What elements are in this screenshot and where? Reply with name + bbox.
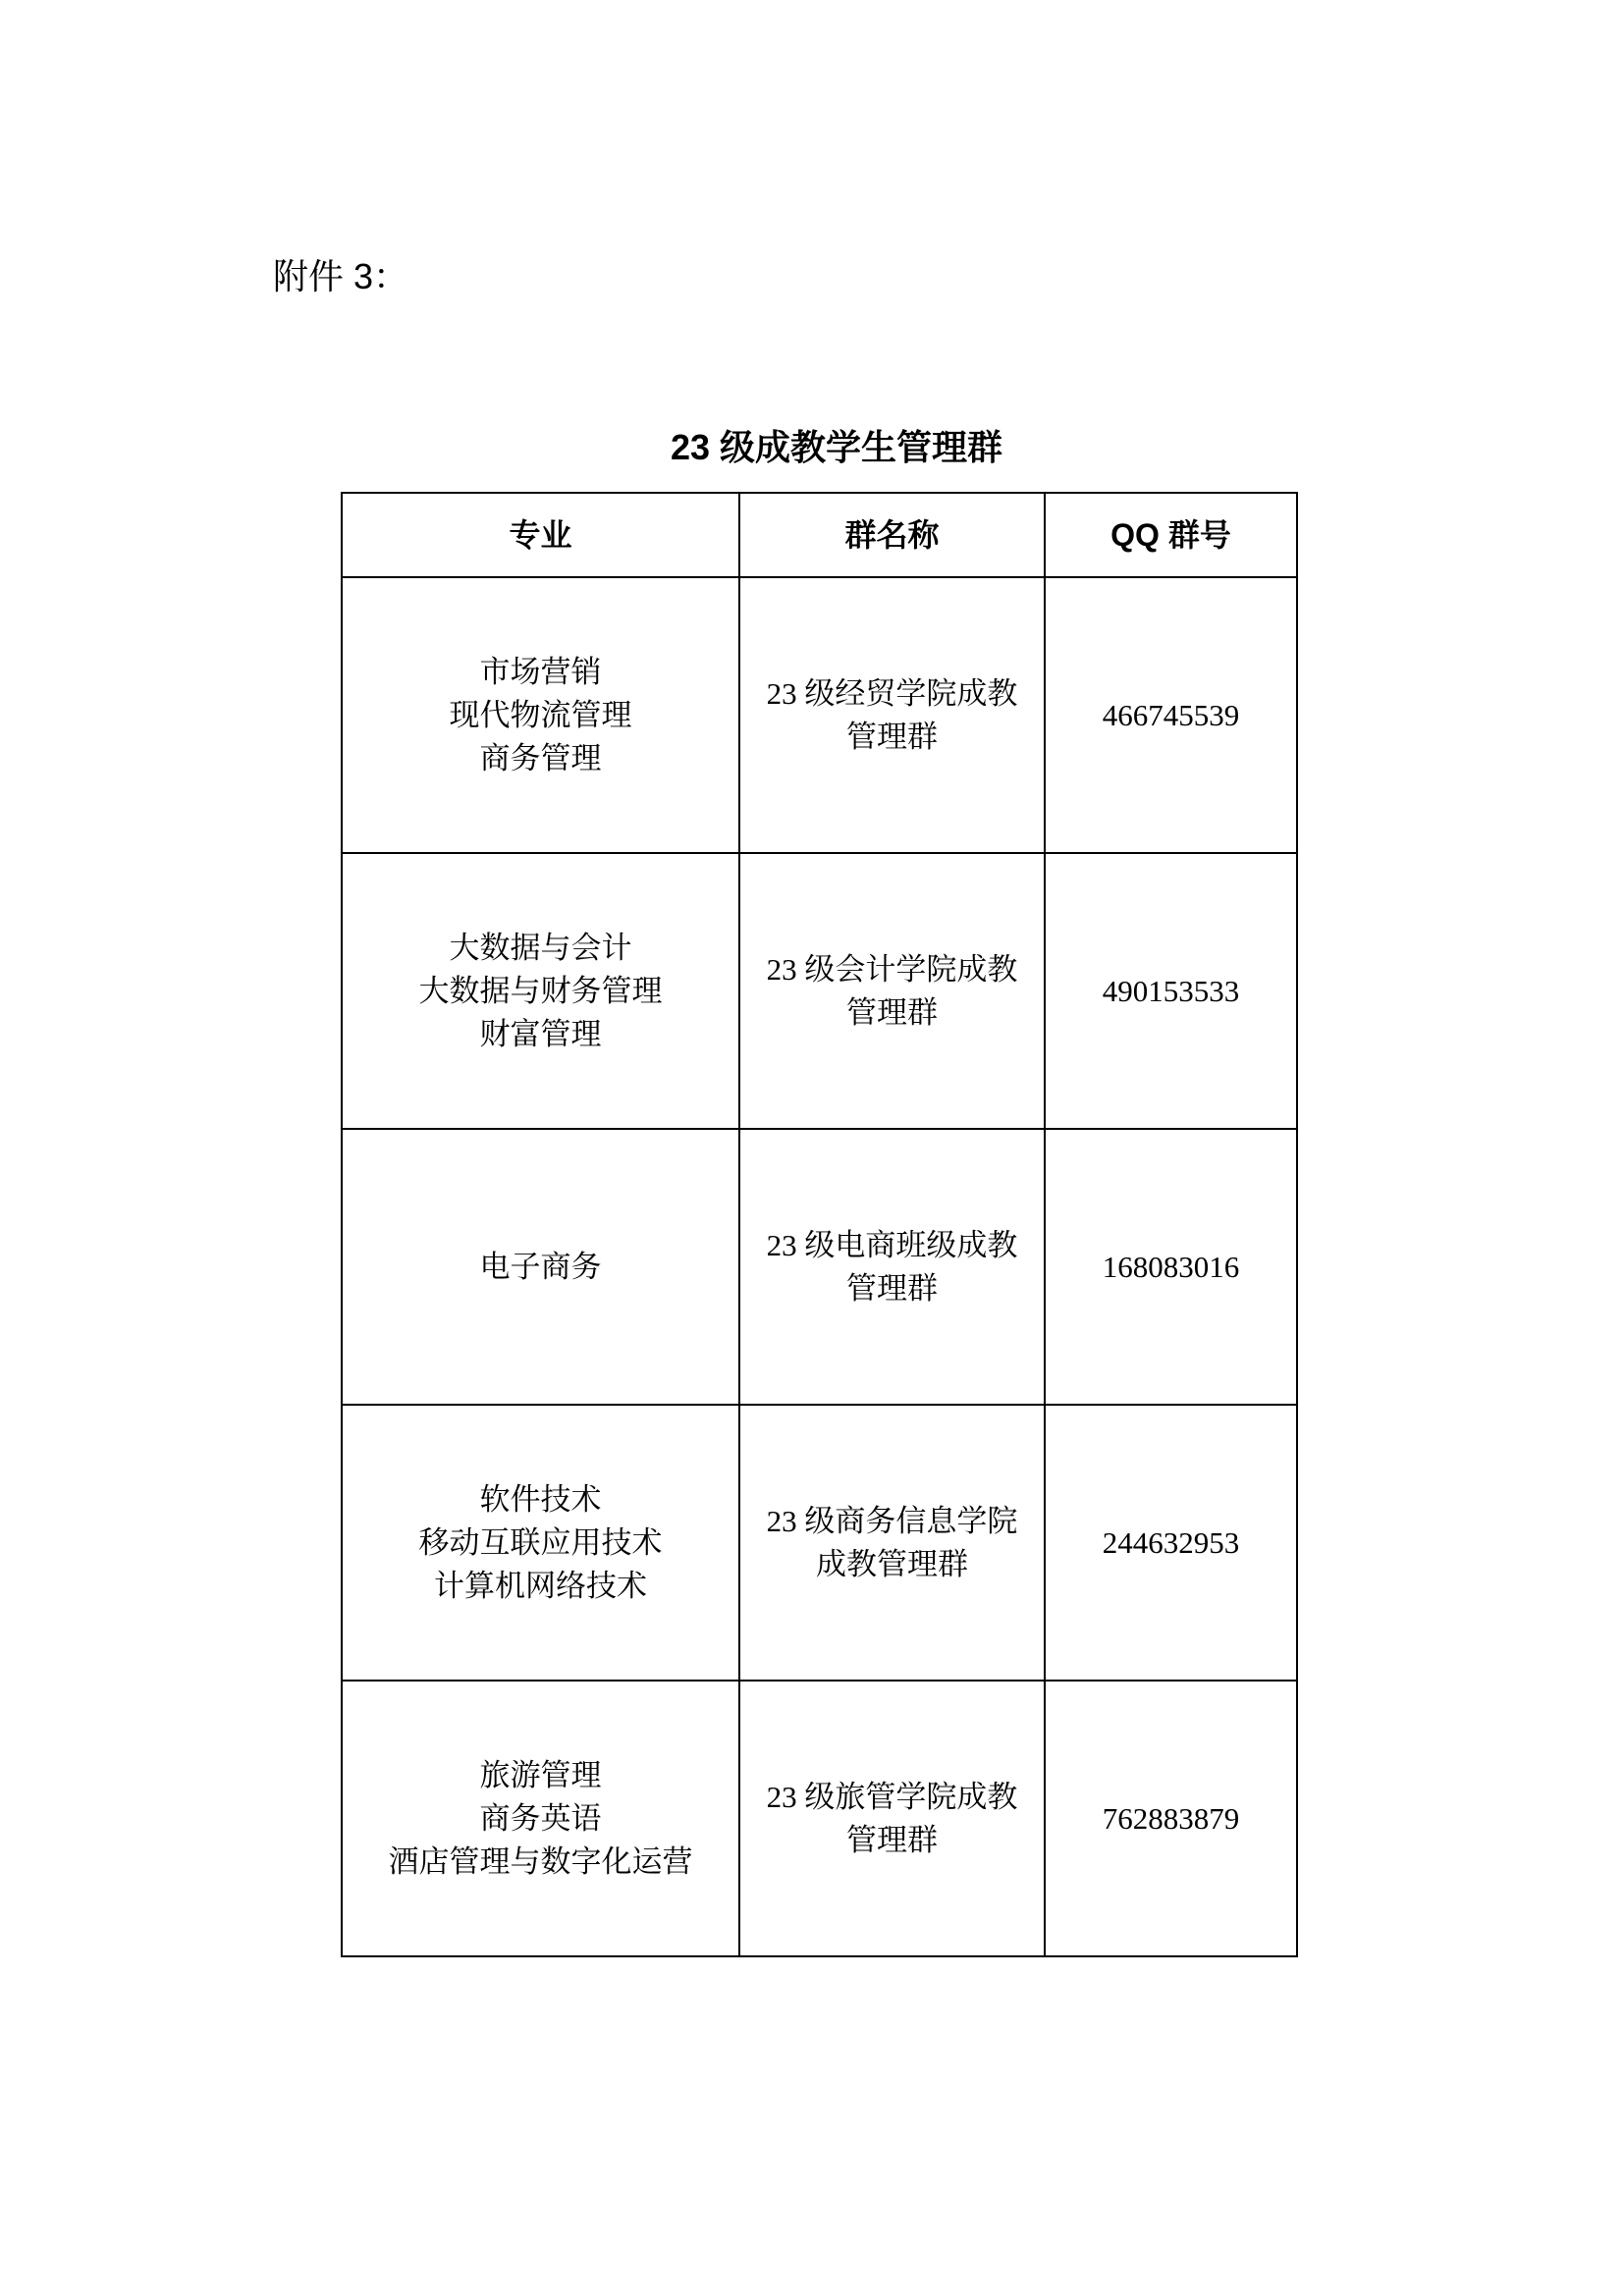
major-line: 商务英语: [479, 1800, 602, 1836]
major-cell: [342, 853, 739, 1129]
group-name-cell: [739, 1405, 1045, 1681]
group-name-line: 23 级电商班级成教: [766, 1227, 1018, 1262]
header-group-name: 群名称: [739, 493, 1045, 577]
major-cell: [342, 1129, 739, 1405]
table-row: [342, 577, 1297, 853]
group-name-line: 管理群: [846, 1822, 938, 1857]
major-cell: [342, 577, 739, 853]
major-cell: [342, 1681, 739, 1956]
qq-number-cell: 244632953: [1045, 1405, 1297, 1681]
group-name-cell: [739, 1129, 1045, 1405]
major-line: 酒店管理与数字化运营: [388, 1843, 693, 1879]
group-name-line: 管理群: [846, 1270, 938, 1306]
qq-number-cell: 762883879: [1045, 1681, 1297, 1956]
qq-number-cell: 466745539: [1045, 577, 1297, 853]
major-line: 软件技术: [479, 1481, 602, 1517]
major-line: 市场营销: [479, 654, 602, 689]
group-table: [341, 492, 1298, 1957]
group-name-line: 管理群: [846, 994, 938, 1030]
qq-number-cell: 168083016: [1045, 1129, 1297, 1405]
major-line: 电子商务: [479, 1249, 602, 1284]
header-major: 专业: [342, 493, 739, 577]
table-row: [342, 1405, 1297, 1681]
table-row: [342, 1129, 1297, 1405]
group-name-line: 23 级商务信息学院: [766, 1503, 1018, 1538]
group-name-cell: [739, 1681, 1045, 1956]
table-header-row: [342, 493, 1297, 577]
group-name-line: 23 级经贸学院成教: [766, 675, 1018, 711]
major-cell: [342, 1405, 739, 1681]
major-line: 大数据与会计: [449, 930, 632, 965]
table-row: [342, 853, 1297, 1129]
group-name-cell: [739, 853, 1045, 1129]
group-name-line: 管理群: [846, 719, 938, 754]
group-name-line: 23 级会计学院成教: [766, 951, 1018, 987]
group-table-container: [341, 492, 1296, 1957]
header-qq-number: QQ 群号: [1045, 493, 1297, 577]
major-line: 大数据与财务管理: [418, 973, 663, 1008]
major-line: 移动互联应用技术: [418, 1524, 663, 1560]
group-name-cell: [739, 577, 1045, 853]
major-line: 现代物流管理: [449, 697, 632, 732]
attachment-label: 附件 3：: [273, 256, 409, 296]
major-line: 财富管理: [479, 1016, 602, 1051]
major-line: 商务管理: [479, 740, 602, 775]
document-title: 23 级成教学生管理群: [670, 427, 1003, 467]
group-name-line: 23 级旅管学院成教: [766, 1779, 1018, 1814]
qq-number-cell: 490153533: [1045, 853, 1297, 1129]
major-line: 旅游管理: [479, 1757, 602, 1792]
table-row: [342, 1681, 1297, 1956]
major-line: 计算机网络技术: [434, 1568, 647, 1603]
group-name-line: 成教管理群: [816, 1546, 968, 1581]
